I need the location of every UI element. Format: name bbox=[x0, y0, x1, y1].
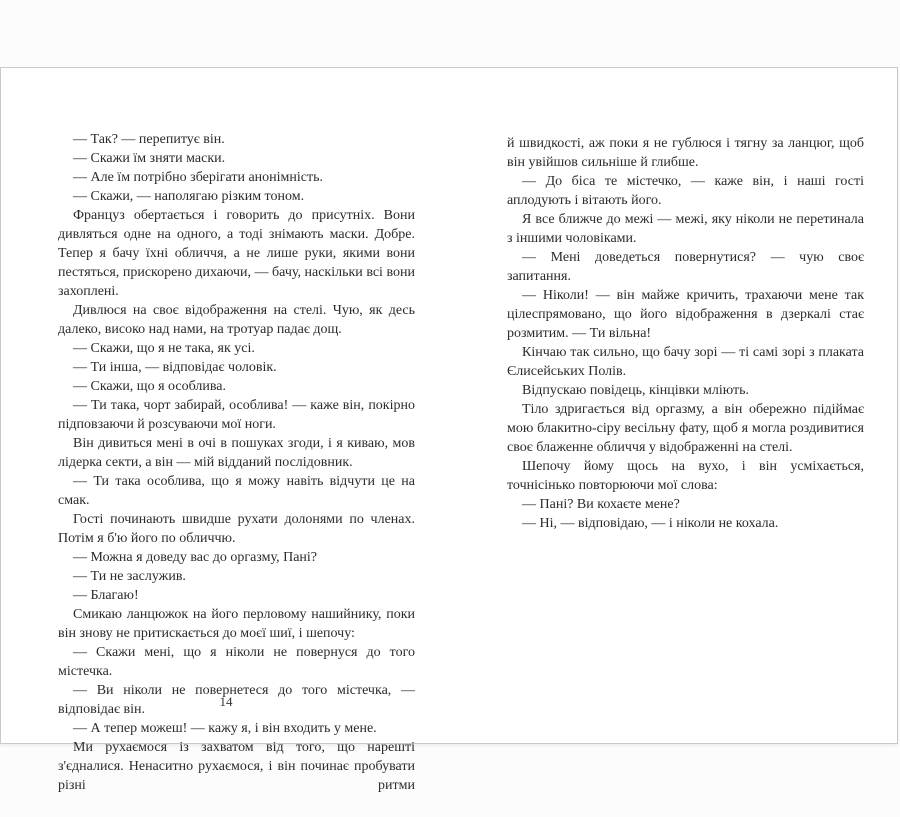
right-page-text bbox=[507, 134, 864, 533]
paragraph: Він дивиться мені в очі в пошуках згоди, і я киваю, мов лідерка секти, а він — мій відданий послідовник. bbox=[58, 436, 415, 470]
paragraph: — Ти не заслужив. bbox=[73, 569, 186, 584]
paragraph: — Скажи їм зняти маски. bbox=[73, 151, 226, 166]
paragraph: — Пані? Ви кохаєте мене? bbox=[522, 497, 680, 512]
paragraph: — А тепер можеш! — кажу я, і він входить у мене. bbox=[73, 721, 377, 736]
paragraph: — Скажи мені, що я ніколи не повернуся до того містечка. bbox=[58, 645, 415, 679]
paragraph: Відпускаю повідець, кінцівки мліють. bbox=[522, 383, 750, 398]
paragraph: — Ні, — відповідаю, — і ніколи не кохала. bbox=[522, 516, 779, 531]
paragraph: — Ніколи! — він майже кричить, трахаючи мене так цілеспрямовано, що його відображення в дзеркалі стає розмитим. — Ти вільна! bbox=[507, 288, 864, 341]
paragraph: Гості починають швидше рухати долонями по членах. Потім я б'ю його по обличчю. bbox=[58, 512, 415, 546]
paragraph: Дивлюся на своє відображення на стелі. Чую, як десь далеко, високо над нами, на тротуар падає дощ. bbox=[58, 303, 415, 337]
paragraph: — Скажи, що я особлива. bbox=[73, 379, 226, 394]
paragraph: — Скажи, що я не така, як усі. bbox=[73, 341, 255, 356]
paragraph: — Але їм потрібно зберігати анонімність. bbox=[73, 170, 323, 185]
paragraph: — Благаю! bbox=[73, 588, 139, 603]
paragraph: Смикаю ланцюжок на його перловому нашийнику, поки він знову не притискається до моєї шиї, і шепочу: bbox=[58, 607, 415, 641]
paragraph: — До біса те містечко, — каже він, і наші гості аплодують і вітають його. bbox=[507, 174, 864, 208]
paragraph: — Так? — перепитує він. bbox=[73, 132, 225, 147]
paragraph: — Можна я доведу вас до оргазму, Пані? bbox=[73, 550, 318, 565]
paragraph: — Ти така, чорт забирай, особлива! — каже він, покірно підповзаючи й розсуваючи мої ноги. bbox=[58, 398, 415, 432]
paragraph: Я все ближче до межі — межі, яку ніколи не перетинала з іншими чоловіками. bbox=[507, 212, 864, 246]
paragraph: — Ви ніколи не повернетеся до того містечка, — відповідає він. bbox=[58, 683, 415, 717]
paragraph: — Скажи, — наполягаю різким тоном. bbox=[73, 189, 305, 204]
paragraph: — Мені доведеться повернутися? — чую своє запитання. bbox=[507, 250, 864, 284]
book-spread bbox=[0, 67, 898, 793]
paragraph: — Ти інша, — відповідає чоловік. bbox=[73, 360, 277, 375]
paragraph: Француз обертається і говорить до присутніх. Вони дивляться одне на одного, а тоді знімають маски. Добре. Тепер я бачу їхні обличчя, а не лише руки, якими вони пестяться, прискорено дихаючи, — бачу, наскільки всі вони захоплені. bbox=[58, 208, 415, 299]
page-number: 14 bbox=[219, 694, 233, 709]
paragraph: Тіло здригається від оргазму, а він обережно підіймає мою блакитно-сіру весільну фату, щоб я могла роздивитися своє блаженне обличчя у відображенні на стелі. bbox=[507, 402, 864, 455]
paragraph: Кінчаю так сильно, що бачу зорі — ті самі зорі з плаката Єлисейських Полів. bbox=[507, 345, 864, 379]
paragraph: — Ти така особлива, що я можу навіть відчути це на смак. bbox=[58, 474, 415, 508]
paragraph: й швидкості, аж поки я не гублюся і тягну за ланцюг, щоб він увійшов сильніше й глибше. bbox=[507, 136, 864, 170]
paragraph: Шепочу йому щось на вухо, і він усміхається, точнісінько повторюючи мої слова: bbox=[507, 459, 864, 493]
paragraph: Ми рухаємося із захватом від того, що нарешті з'єдналися. Ненаситно рухаємося, і він починає пробувати різні ритми bbox=[58, 740, 415, 793]
